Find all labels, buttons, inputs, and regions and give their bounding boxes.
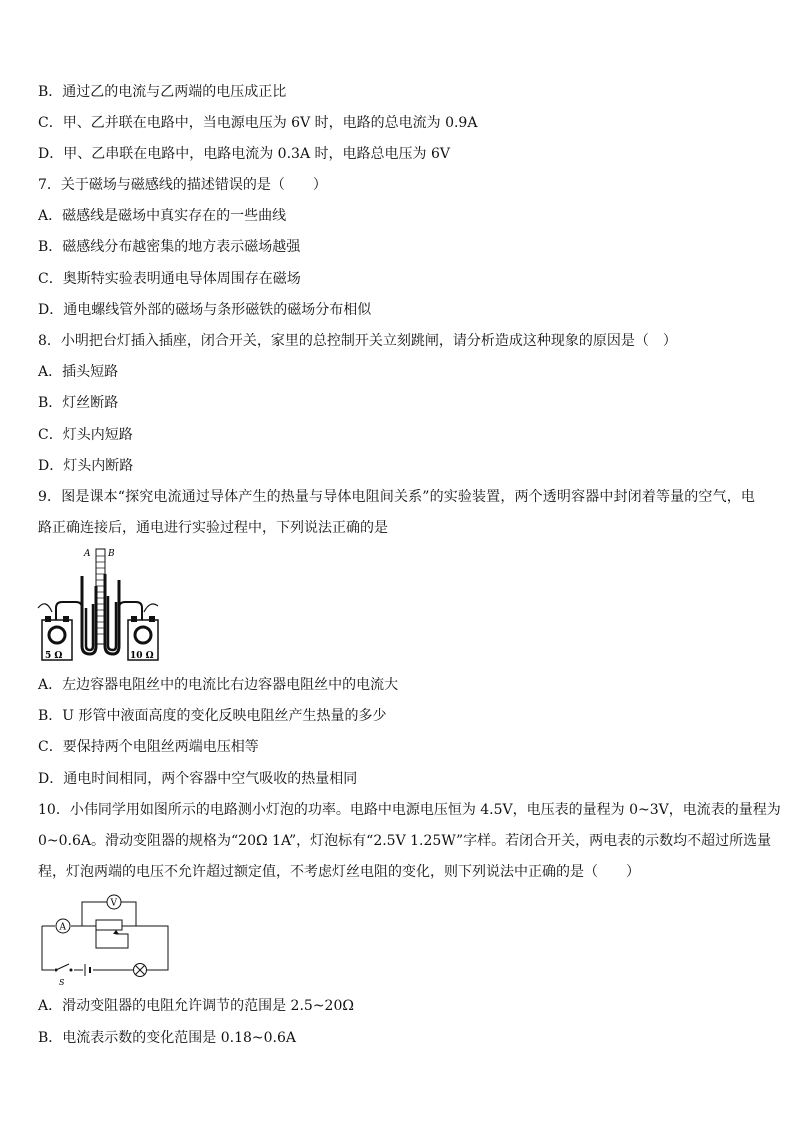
- q9-option-a: A．左边容器电阻丝中的电流比右边容器电阻丝中的电流大: [38, 677, 399, 693]
- q10-stem-line1: 10．小伟同学用如图所示的电路测小灯泡的功率。电路中电源电压恒为 4.5V，电压表的量程为 0~3V，电流表的量程为: [38, 802, 781, 818]
- right-terminal-1: [131, 616, 137, 622]
- q9-option-d: D．通电时间相同，两个容器中空气吸收的热量相同: [38, 771, 358, 787]
- q10-circuit-figure: [36, 890, 176, 988]
- tube-label-a: A: [84, 549, 91, 559]
- q10-stem-line3: 程，灯泡两端的电压不允许超过额定值，不考虑灯丝电阻的变化，则下列说法中正确的是（ ）: [38, 864, 640, 880]
- q10-stem-line2: 0~0.6A。滑动变阻器的规格为“20Ω 1A”，灯泡标有“2.5V 1.25W”字样。若闭合开关，两电表的示数均不超过所选量: [38, 833, 772, 849]
- q10-option-b: B．电流表示数的变化范围是 0.18~0.6A: [38, 1030, 297, 1046]
- left-wire: [38, 604, 52, 612]
- q7-option-c: C．奥斯特实验表明通电导体周围存在磁场: [38, 271, 301, 287]
- q7-option-a: A．磁感线是磁场中真实存在的一些曲线: [38, 208, 287, 224]
- q7-option-d: D．通电螺线管外部的磁场与条形磁铁的磁场分布相似: [38, 302, 372, 318]
- left-terminal-2: [63, 616, 69, 622]
- q9-stem-line1: 9．图是课本“探究电流通过导体产生的热量与导体电阻间关系”的实验装置，两个透明容器中封闭着等量的空气，电: [38, 489, 756, 505]
- q10-option-a: A．滑动变阻器的电阻允许调节的范围是 2.5~20Ω: [38, 998, 354, 1014]
- q7-option-b: B．磁感线分布越密集的地方表示磁场越强: [38, 239, 301, 255]
- q6-option-d: D．甲、乙串联在电路中，电路电流为 0.3A 时，电路总电压为 6V: [38, 146, 450, 162]
- q7-stem: 7．关于磁场与磁感线的描述错误的是（ ）: [38, 177, 327, 193]
- right-resistor-label: 10 Ω: [130, 651, 154, 661]
- q8-option-d: D．灯头内断路: [38, 458, 134, 474]
- q6-option-c: C．甲、乙并联在电路中，当电源电压为 6V 时，电路的总电流为 0.9A: [38, 115, 478, 131]
- q9-stem-line2: 路正确连接后，通电进行实验过程中，下列说法正确的是: [38, 520, 388, 536]
- q8-stem: 8．小明把台灯插入插座，闭合开关，家里的总控制开关立刻跳闸，请分析造成这种现象的原因是（ ）: [38, 333, 677, 349]
- q9-experiment-figure: [36, 546, 160, 666]
- right-wire: [144, 604, 158, 612]
- right-terminal-2: [149, 616, 155, 622]
- q9-option-b: B．U 形管中液面高度的变化反映电阻丝产生热量的多少: [38, 708, 387, 724]
- right-connector: [119, 602, 142, 620]
- left-resistor-label: 5 Ω: [45, 651, 63, 661]
- voltmeter-label: V: [110, 898, 117, 909]
- tube-label-b: B: [108, 549, 115, 559]
- switch-contact-right: [70, 969, 73, 972]
- q8-option-b: B．灯丝断路: [38, 395, 119, 411]
- voltmeter-right-wire: [121, 902, 136, 926]
- rheostat-slider-wire: [96, 930, 128, 948]
- switch-label: S: [59, 978, 65, 987]
- q8-option-a: A．插头短路: [38, 364, 119, 380]
- left-liquid: [86, 604, 93, 650]
- right-liquid: [108, 596, 116, 650]
- ammeter-label: A: [59, 922, 66, 933]
- rheostat: [96, 920, 122, 930]
- rheostat-slider-arrow: [113, 930, 119, 934]
- q9-option-c: C．要保持两个电阻丝两端电压相等: [38, 739, 259, 755]
- q8-option-c: C．灯头内短路: [38, 427, 133, 443]
- q6-option-b: B．通过乙的电流与乙两端的电压成正比: [38, 84, 287, 100]
- left-terminal-1: [45, 616, 51, 622]
